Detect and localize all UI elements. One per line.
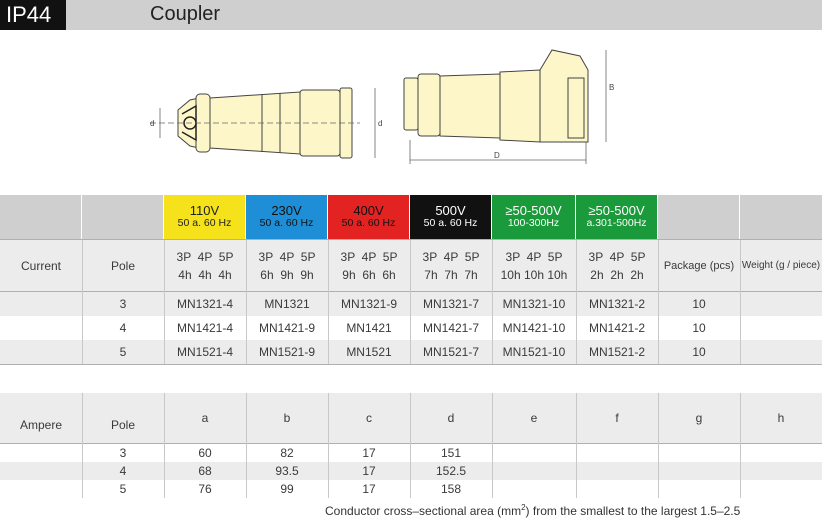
- dim-label-D: D: [494, 151, 500, 160]
- model-code: MN1421-10: [502, 321, 566, 335]
- coupler-drawing: [0, 30, 822, 195]
- model-code: MN1421-7: [422, 321, 480, 335]
- pins-col-1: 3P 4P 5P 4h 4h 4h: [176, 249, 234, 282]
- model-code: MN1321: [264, 297, 310, 311]
- voltage-50-500v-low: ≥50-500V 100-300Hz: [492, 195, 576, 239]
- dim-c-cell: 17: [362, 482, 376, 496]
- pins-col-4: 3P 4P 5P 7h 7h 7h: [422, 249, 480, 282]
- table-row: [0, 316, 822, 340]
- pole-cell: 3: [119, 446, 127, 460]
- pole-cell: 5: [119, 482, 127, 496]
- model-code: MN1521-2: [588, 345, 646, 359]
- header-bar: [0, 0, 822, 30]
- package-cell: 10: [692, 345, 706, 359]
- weight-cell: [740, 340, 822, 364]
- column-header-row: [0, 240, 822, 291]
- pins-col-6: 3P 4P 5P 2h 2h 2h: [588, 249, 646, 282]
- dim-b-cell: 82: [280, 446, 294, 460]
- voltage-400v: 400V 50 a. 60 Hz: [328, 195, 410, 239]
- dim-d-cell: 152.5: [435, 464, 467, 478]
- page-title: Coupler: [150, 3, 221, 25]
- dim-h-header: h: [777, 411, 785, 425]
- dim-c-header: c: [366, 411, 372, 425]
- dim-label-d1: d: [150, 119, 155, 128]
- coupler-dimension-drawing: [0, 30, 822, 195]
- coupler-body-right: [440, 74, 500, 138]
- dim-f-header: f: [615, 411, 619, 425]
- voltage-230v: 230V 50 a. 60 Hz: [246, 195, 328, 239]
- model-code: MN1421-4: [176, 321, 234, 335]
- model-code: MN1321-2: [588, 297, 646, 311]
- dim-c-cell: 17: [362, 464, 376, 478]
- model-code: MN1521-7: [422, 345, 480, 359]
- weight-header: Weight (g / piece): [741, 260, 821, 271]
- dimension-header-row: [0, 393, 822, 443]
- table-row: [0, 480, 822, 498]
- voltage-110v: 110V 50 a. 60 Hz: [164, 195, 246, 239]
- model-code: MN1421-2: [588, 321, 646, 335]
- dim-label-d2: d: [378, 119, 383, 128]
- dim-b-cell: 99: [280, 482, 294, 496]
- dim-a-header: a: [201, 411, 209, 425]
- ip-rating-badge: IP44: [0, 0, 66, 30]
- dim-g-header: g: [695, 411, 703, 425]
- pins-col-2: 3P 4P 5P 6h 9h 9h: [258, 249, 316, 282]
- weight-cell: [740, 292, 822, 316]
- dim-a-cell: 60: [198, 446, 212, 460]
- current-header: Current: [20, 258, 61, 273]
- dim-e-header: e: [530, 411, 538, 425]
- model-code: MN1421: [346, 321, 392, 335]
- pole-cell: 5: [119, 345, 127, 359]
- table-row: [0, 340, 822, 364]
- package-cell: 10: [692, 297, 706, 311]
- conductor-note: Conductor cross–sectional area $(mm^2)$ from the smallest to the largest 1.5–2.5: [325, 503, 741, 518]
- pins-col-3: 3P 4P 5P 9h 6h 6h: [340, 249, 398, 282]
- pole-header: Pole: [110, 258, 136, 273]
- voltage-50-500v-high: ≥50-500V a.301-500Hz: [576, 195, 658, 239]
- dim-d-cell: 151: [440, 446, 462, 460]
- dim-d-header: d: [447, 411, 455, 425]
- dim-a-cell: 68: [198, 464, 212, 478]
- pole-header: Pole: [110, 418, 136, 432]
- voltage-500v: 500V 50 a. 60 Hz: [410, 195, 492, 239]
- model-code: MN1521: [346, 345, 392, 359]
- model-code: MN1421-9: [258, 321, 316, 335]
- dim-d-cell: 158: [440, 482, 462, 496]
- dim-b-header: b: [283, 411, 291, 425]
- pole-cell: 3: [119, 297, 127, 311]
- voltage-header-row: [0, 195, 822, 239]
- model-code: MN1321-4: [176, 297, 234, 311]
- ampere-header: Ampere: [19, 418, 63, 432]
- model-code: MN1321-7: [422, 297, 480, 311]
- weight-cell: [740, 316, 822, 340]
- dim-label-B: B: [609, 83, 615, 92]
- table-row: [0, 462, 822, 480]
- package-header: Package (pcs): [663, 259, 735, 272]
- model-code: MN1521-10: [502, 345, 566, 359]
- table-row: [0, 292, 822, 316]
- model-code: MN1321-10: [502, 297, 566, 311]
- dim-b-cell: 93.5: [275, 464, 299, 478]
- table-row: [0, 444, 822, 462]
- pole-cell: 4: [119, 464, 127, 478]
- dim-a-cell: 76: [198, 482, 212, 496]
- model-code: MN1321-9: [340, 297, 398, 311]
- dim-c-cell: 17: [362, 446, 376, 460]
- pole-cell: 4: [119, 321, 127, 335]
- model-code: MN1521-9: [258, 345, 316, 359]
- pins-col-5: 3P 4P 5P 10h 10h 10h: [500, 249, 568, 282]
- package-cell: 10: [692, 321, 706, 335]
- model-code: MN1521-4: [176, 345, 234, 359]
